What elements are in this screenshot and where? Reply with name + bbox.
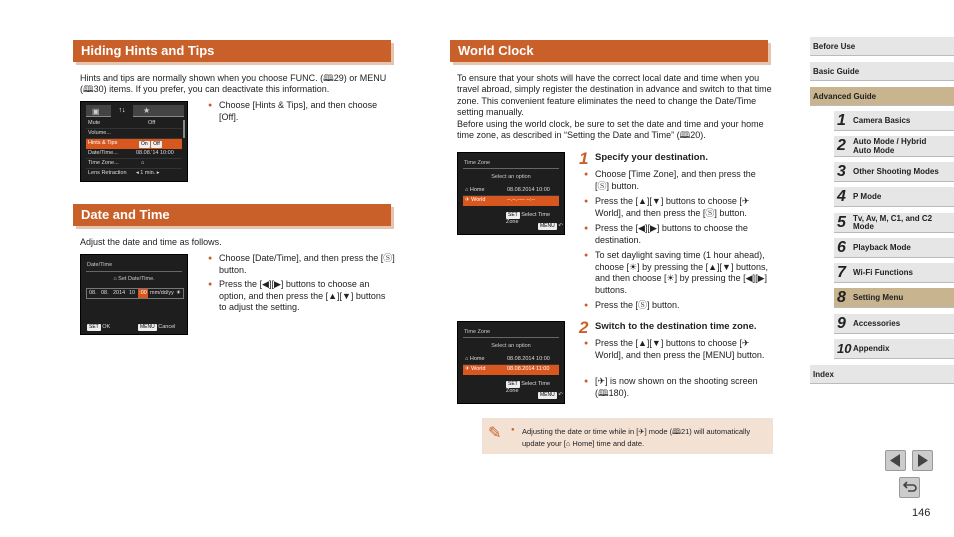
menu-tabs [86,105,184,117]
menu-row-datetime: Date/Time... 08.08.'14 10:00 [86,149,182,159]
back-button[interactable] [899,477,920,498]
return-icon [903,481,917,494]
row-world: ✈ World --.--.---- --:-- [463,196,559,206]
note-text: Adjusting the date or time while in [✈] mode (🕮21) will automatically update your [⌂ Home] time and date. [522,427,751,448]
date-time-fields: 08. 08. 2014 10 :00 mm/dd/yy ☀ [86,288,184,299]
chapter-10[interactable]: 10 Appendix [834,339,954,359]
arrow-left-icon [890,454,901,467]
hints-bullet-1: ● Choose [Hints & Tips], and then choose [Off]. [208,100,393,123]
back-icon: ↶ [558,223,563,229]
set-date-time-prompt: ⌂ Set Date/Time. [113,276,155,282]
nav-basic-guide[interactable]: Basic Guide [810,62,954,81]
step-number-1: 1 [579,149,589,168]
nav-advanced-guide[interactable]: Advanced Guide [810,87,954,106]
step1-bullet-1: ● Choose [Time Zone], and then press the [Ⓢ] button. [584,169,772,192]
menu-key: MENU [140,324,155,330]
minute-field-selected: :00 [139,290,147,296]
set-key: SET [89,324,99,330]
step1-bullet-5: ● Press the [Ⓢ] button. [584,300,772,312]
camera-screen-timezone-1: Time Zone Select an option ⌂ Home 08.08.2014 10:00 ✈ World --.--.---- --:-- SET Select Time Zone MENU ↶ [457,152,565,235]
back-icon: ↶ [558,392,563,398]
star-tab-icon: ★ [143,106,151,115]
menu-row-lens-retraction: Lens Retraction ◂ 1 min. ▸ [88,170,160,176]
datetime-bullet-2: ● Press the [◀][▶] buttons to choose an option, and then press the [▲][▼] buttons to adjust the setting. [208,279,395,314]
chapter-8[interactable]: 8 Setting Menu [834,288,954,308]
step-number-2: 2 [579,318,589,337]
section-heading-datetime: Date and Time [73,204,391,226]
datetime-intro: Adjust the date and time as follows. [80,237,222,247]
prev-page-button[interactable] [885,450,906,471]
row-world: ✈ World 08.08.2014 11:00 [463,365,559,375]
section-heading-world-clock: World Clock [450,40,768,62]
step1-bullet-3: ● Press the [◀][▶] buttons to choose the destination. [584,223,772,246]
menu-row-hints-tips: Hints & Tips On Off [86,139,182,149]
menu-row-mute: Mute Off [86,119,182,129]
next-page-button[interactable] [912,450,933,471]
datetime-bullet-1: ● Choose [Date/Time], and then press the [Ⓢ] button. [208,253,395,276]
chapter-5[interactable]: 5 Tv, Av, M, C1, and C2 Mode [834,213,954,233]
step1-bullet-4: ● To set daylight saving time (1 hour ahead), choose [☀] by pressing the [▲][▼] buttons, and then choose [☀] by pressing the [◀][▶] buttons. [584,250,772,296]
camera-tab-icon: ▣ [92,107,100,116]
step1-bullet-2: ● Press the [▲][▼] buttons to choose [✈ World], and then press the [Ⓢ] button. [584,196,774,219]
menu-row-volume: Volume... [86,129,182,139]
pencil-icon: ✎ [488,425,502,442]
note-box: ✎ ● Adjusting the date or time while in [✈] mode (🕮21) will automatically update your [⌂ Home] time and date. [482,418,773,454]
home-icon: ⌂ [141,160,145,166]
chapter-2[interactable]: 2 Auto Mode / Hybrid Auto Mode [834,136,954,157]
row-home: ⌂ Home 08.08.2014 10:00 [463,186,559,196]
menu-row-timezone: Time Zone... ⌂ [86,159,182,169]
step-title-1: Specify your destination. [595,152,708,163]
chapter-7[interactable]: 7 Wi-Fi Functions [834,263,954,283]
scrollbar-thumb [183,120,185,138]
chapter-3[interactable]: 3 Other Shooting Modes [834,162,954,182]
nav-index[interactable]: Index [810,365,954,384]
camera-screen-hints [80,101,188,182]
step-title-2: Switch to the destination time zone. [595,321,757,332]
arrow-right-icon [917,454,928,467]
page-number: 146 [912,507,931,519]
chapter-4[interactable]: 4 P Mode [834,187,954,207]
setup-tab-icon: ↑↓ [111,105,133,117]
step2-bullet-2: ● [✈] is now shown on the shooting screen (🕮180). [584,376,772,399]
world-clock-intro: To ensure that your shots will have the correct local date and time when you travel abroad, simply register the destination in advance and switch to that time zone. This convenient feature eliminates the need to change the Date/Time setting manually. [457,73,772,117]
hints-intro: Hints and tips are normally shown when you choose FUNC. (🕮29) or MENU (🕮30) items. If you prefer, you can deactivate this information. [80,73,387,95]
row-home: ⌂ Home 08.08.2014 10:00 [463,355,559,365]
section-heading-hints: Hiding Hints and Tips [73,40,391,62]
step2-bullet-1: ● Press the [▲][▼] buttons to choose [✈ World], and then press the [MENU] button. [584,338,772,361]
dst-icon: ☀ [176,290,181,296]
chapter-1[interactable]: 1 Camera Basics [834,111,954,131]
on-chip: On [141,141,148,147]
world-clock-intro-2: Before using the world clock, be sure to set the date and time and your home time zone, as described in “Setting the Date and Time” (🕮20). [457,119,764,141]
camera-screen-timezone-2: Time Zone Select an option ⌂ Home 08.08.2014 10:00 ✈ World 08.08.2014 11:00 SET Select Time Zone MENU ↶ [457,321,565,404]
off-chip: Off [153,141,160,147]
nav-before-use[interactable]: Before Use [810,37,954,56]
chapter-6[interactable]: 6 Playback Mode [834,238,954,258]
chapter-9[interactable]: 9 Accessories [834,314,954,334]
camera-screen-datetime: Date/Time ⌂ Set Date/Time. 08. 08. 2014 10 :00 mm/dd/yy ☀ SET OK MENU Cancel [80,254,188,335]
